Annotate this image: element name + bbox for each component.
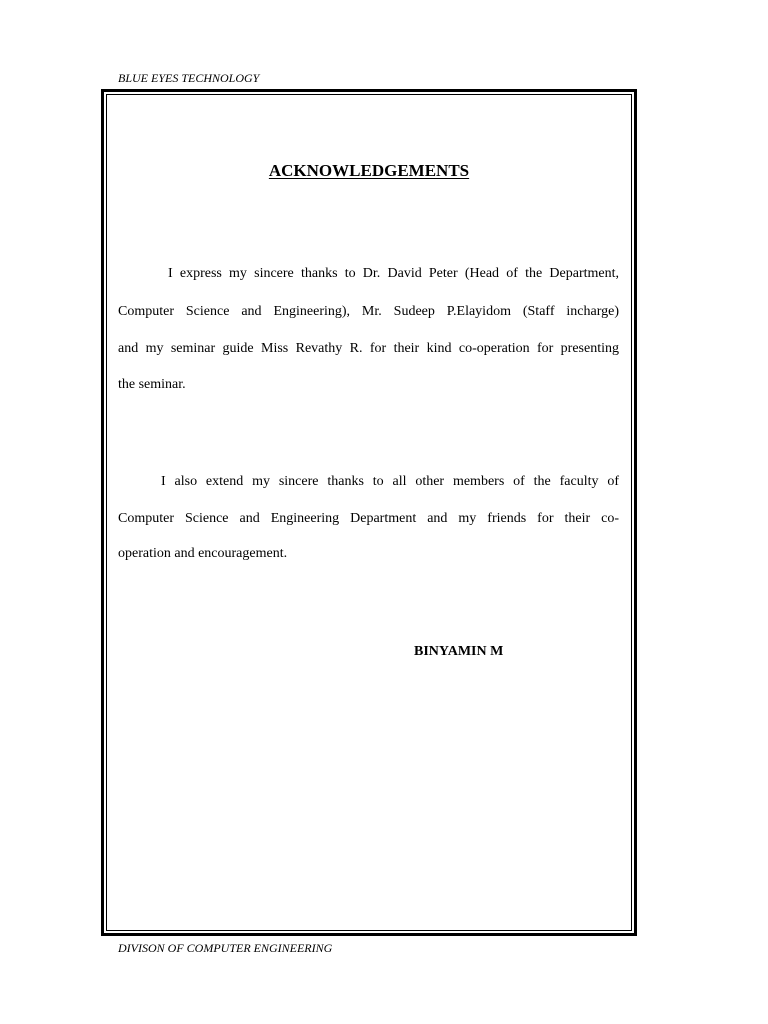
paragraph-2-line-1: I also extend my sincere thanks to all other members of the faculty of [161,474,619,489]
signature-name: BINYAMIN M [414,644,504,659]
paragraph-1-line-4: the seminar. [118,377,186,392]
paragraph-1-line-1: I express my sincere thanks to Dr. David Peter (Head of the Department, [168,266,619,281]
paragraph-1-line-3: and my seminar guide Miss Revathy R. for their kind co-operation for presenting [118,341,619,356]
page-title: ACKNOWLEDGEMENTS [268,161,470,180]
paragraph-2-line-2: Computer Science and Engineering Department and my friends for their co- [118,511,619,526]
paragraph-1-line-2: Computer Science and Engineering), Mr. Sudeep P.Elayidom (Staff incharge) [118,304,619,319]
paragraph-2-line-3: operation and encouragement. [118,546,288,561]
running-footer: DIVISON OF COMPUTER ENGINEERING [118,941,333,955]
running-header: BLUE EYES TECHNOLOGY [118,71,260,85]
